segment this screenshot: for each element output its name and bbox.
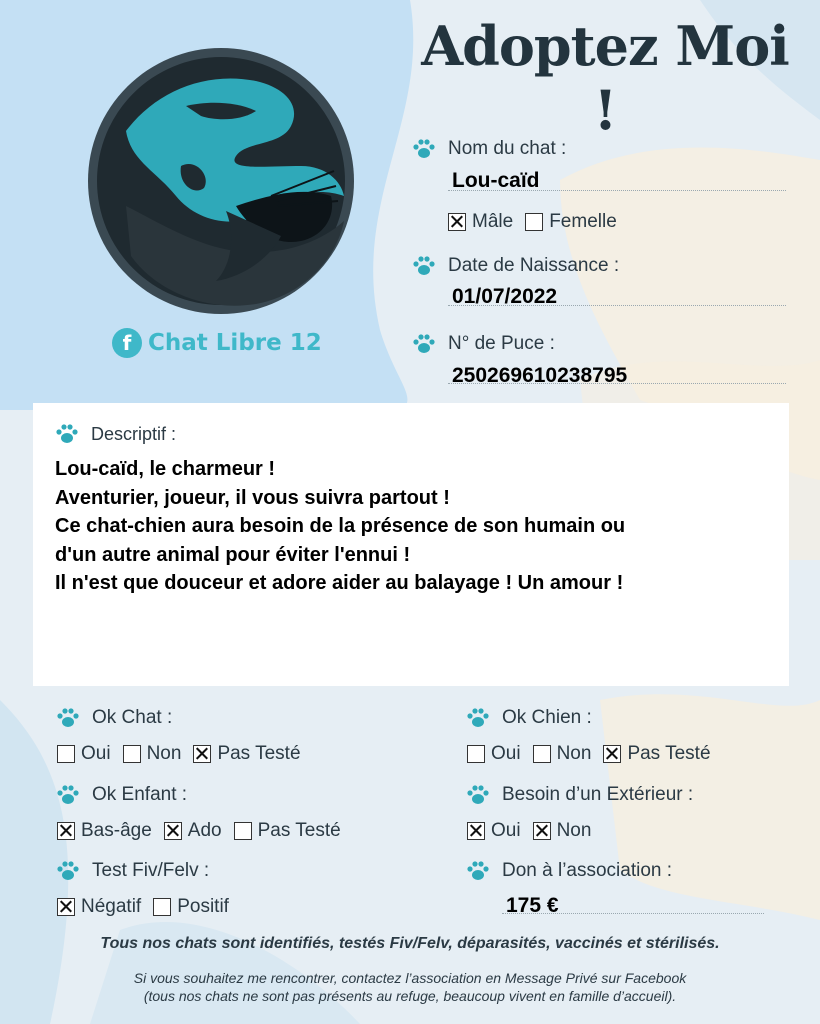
description-line: Ce chat-chien aura besoin de la présence de son humain ou	[55, 515, 626, 537]
checkbox-exterieur-oui[interactable]	[467, 822, 485, 840]
checkbox-femelle[interactable]	[525, 213, 543, 231]
paw-icon	[412, 138, 436, 160]
ok-chien-non-label: Non	[556, 743, 592, 764]
ok-chien-oui-label: Oui	[491, 743, 521, 764]
option-male[interactable]	[448, 211, 513, 233]
checkbox-ok-chat-oui[interactable]	[57, 745, 75, 763]
ok-enfant-options	[57, 820, 347, 842]
checkbox-ok-chat-pas-teste[interactable]	[193, 745, 211, 763]
ok-chien-label-row	[466, 707, 592, 729]
description-line: d'un autre animal pour éviter l'ennui !	[55, 543, 411, 566]
ok-chat-options	[57, 743, 307, 765]
description-label: Descriptif :	[91, 423, 177, 444]
exterieur-options	[467, 820, 597, 842]
footer-contact-line: Si vous souhaitez me rencontrer, contactez l’association en Message Privé sur Facebook	[133, 970, 687, 986]
description-line: Aventurier, joueur, il vous suivra partout !	[55, 486, 450, 509]
description-text	[55, 455, 775, 598]
facebook-page-name: Chat Libre 12	[148, 330, 322, 356]
ok-chien-pas-teste-label: Pas Testé	[627, 743, 711, 764]
checkbox-ok-enfant-bas-age[interactable]	[57, 822, 75, 840]
paw-icon	[466, 784, 490, 806]
description-box	[33, 403, 789, 686]
ok-enfant-bas-age[interactable]	[57, 820, 152, 842]
naissance-underline	[448, 305, 786, 306]
ok-enfant-ado[interactable]	[164, 820, 222, 842]
cat-globe-icon	[86, 46, 356, 316]
fiv-options	[57, 896, 235, 918]
paw-icon	[466, 860, 490, 882]
footer-statement: Tous nos chats sont identifiés, testés Fiv/Felv, déparasités, vaccinés et stérilisés.	[100, 935, 720, 952]
paw-icon	[412, 255, 436, 277]
fiv-label: Test Fiv/Felv :	[92, 860, 210, 881]
puce-value: 250269610238795	[452, 364, 628, 387]
exterieur-label-row	[466, 784, 693, 806]
ok-enfant-ado-label: Ado	[187, 820, 222, 841]
option-femelle[interactable]	[525, 211, 617, 233]
ok-chat-oui-label: Oui	[81, 743, 111, 764]
don-underline	[502, 913, 764, 914]
description-line: Il n'est que douceur et adore aider au balayage ! Un amour !	[55, 572, 624, 594]
paw-icon	[466, 707, 490, 729]
puce-underline	[448, 383, 786, 384]
ok-chat-pas-teste-label: Pas Testé	[217, 743, 301, 764]
ok-chat-label-row	[56, 707, 172, 729]
puce-label: N° de Puce :	[448, 333, 555, 354]
exterieur-oui[interactable]	[467, 820, 521, 842]
fiv-positif[interactable]	[153, 896, 229, 918]
ok-chien-non[interactable]	[533, 743, 592, 765]
naissance-label-row	[412, 255, 619, 277]
nom-underline	[448, 190, 786, 191]
description-line: Lou-caïd, le charmeur !	[55, 458, 276, 480]
checkbox-ok-enfant-pas-teste[interactable]	[234, 822, 252, 840]
checkbox-ok-chien-pas-teste[interactable]	[603, 745, 621, 763]
ok-enfant-pas-teste[interactable]	[234, 820, 341, 842]
checkbox-ok-chat-non[interactable]	[123, 745, 141, 763]
ok-enfant-pas-teste-label: Pas Testé	[257, 820, 341, 841]
fiv-label-row	[56, 860, 209, 882]
exterieur-non-label: Non	[556, 820, 592, 841]
paw-icon	[56, 707, 80, 729]
chat-libre-logo	[86, 46, 356, 316]
puce-label-row	[412, 333, 555, 355]
paw-icon	[56, 784, 80, 806]
footer-contact	[0, 969, 820, 1005]
checkbox-ok-enfant-ado[interactable]	[164, 822, 182, 840]
ok-chien-oui[interactable]	[467, 743, 521, 765]
fiv-positif-label: Positif	[177, 896, 229, 917]
paw-icon	[55, 423, 79, 445]
option-male-label: Mâle	[472, 211, 514, 232]
exterieur-label: Besoin d’un Extérieur :	[502, 784, 694, 805]
facebook-icon: f	[112, 328, 142, 358]
fiv-negatif-label: Négatif	[81, 896, 142, 917]
naissance-label: Date de Naissance :	[448, 255, 620, 276]
checkbox-male[interactable]	[448, 213, 466, 231]
ok-chien-label: Ok Chien :	[502, 707, 592, 728]
page-title: Adoptez Moi !	[421, 14, 789, 142]
nom-label-row	[412, 138, 566, 160]
don-label-row	[466, 860, 672, 882]
checkbox-fiv-negatif[interactable]	[57, 898, 75, 916]
don-value: 175 €	[506, 894, 559, 917]
ok-chat-non[interactable]	[123, 743, 182, 765]
nom-label: Nom du chat :	[448, 138, 567, 159]
paw-icon	[412, 333, 436, 355]
ok-chien-pas-teste[interactable]	[603, 743, 710, 765]
naissance-value: 01/07/2022	[452, 285, 558, 308]
checkbox-exterieur-non[interactable]	[533, 822, 551, 840]
option-femelle-label: Femelle	[549, 211, 617, 232]
nom-value: Lou-caïd	[452, 169, 540, 192]
facebook-link[interactable]	[112, 328, 322, 358]
exterieur-oui-label: Oui	[491, 820, 521, 841]
checkbox-ok-chien-oui[interactable]	[467, 745, 485, 763]
don-label: Don à l’association :	[502, 860, 673, 881]
ok-enfant-label: Ok Enfant :	[92, 784, 188, 805]
footer-contact-line: (tous nos chats ne sont pas présents au refuge, beaucoup vivent en famille d’accueil).	[143, 988, 677, 1004]
description-label-row	[55, 423, 176, 445]
ok-enfant-label-row	[56, 784, 187, 806]
exterieur-non[interactable]	[533, 820, 592, 842]
ok-chat-oui[interactable]	[57, 743, 111, 765]
ok-chat-non-label: Non	[146, 743, 182, 764]
ok-chien-options	[467, 743, 717, 765]
checkbox-fiv-positif[interactable]	[153, 898, 171, 916]
paw-icon	[56, 860, 80, 882]
ok-chat-label: Ok Chat :	[92, 707, 173, 728]
ok-chat-pas-teste[interactable]	[193, 743, 300, 765]
sexe-options	[448, 211, 623, 233]
checkbox-ok-chien-non[interactable]	[533, 745, 551, 763]
ok-enfant-bas-age-label: Bas-âge	[81, 820, 152, 841]
fiv-negatif[interactable]	[57, 896, 141, 918]
